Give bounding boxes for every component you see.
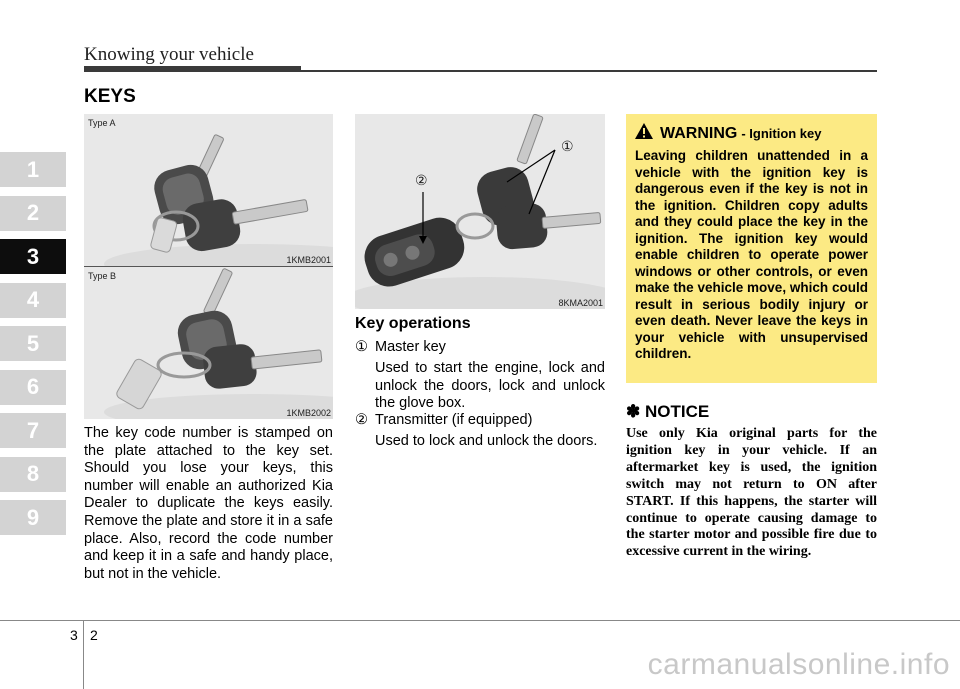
list-label: Master key [375,339,446,355]
warning-subtitle: - Ignition key [741,126,822,141]
chapter-tab-9[interactable]: 9 [0,500,66,535]
key-operations-title: Key operations [355,315,471,332]
chapter-tab-1[interactable]: 1 [0,152,66,187]
list-number: ① [355,339,368,355]
list-item [355,412,605,430]
type-b-figure-code: 1KMB2002 [286,408,331,418]
list-number: ② [355,412,368,428]
header-title: Knowing your vehicle [84,44,254,65]
warning-title: WARNING [660,124,738,142]
page-number: 2 [90,627,98,643]
header-rule [301,70,877,72]
header-bar [84,66,301,72]
key-set-figure [355,114,605,309]
chapter-tab-8[interactable]: 8 [0,457,66,492]
warning-triangle-icon [634,122,654,145]
list-description: Used to lock and unlock the doors. [375,433,598,449]
page-section-number: 3 [70,627,78,643]
callout-1: ① [561,138,574,154]
list-label: Transmitter (if equipped) [375,412,533,428]
type-b-label: Type B [88,271,117,281]
key-set-figure-code: 8KMA2001 [558,298,603,308]
type-a-key-figure [84,114,333,266]
key-code-paragraph: The key code number is stamped on the plate attached to the key set. Should you lose your keys, this number will enable an authorized Kia Dealer to duplicate the keys easily. Remove the plate and store it in a safe place. Also, record the code number and keep it in a safe and handy place, but not in the vehicle. [84,425,333,582]
type-b-key-figure [84,267,333,419]
chapter-tab-6[interactable]: 6 [0,370,66,405]
list-description: Used to start the engine, lock and unlock the doors, lock and unlock the glove box. [375,360,605,412]
notice-text: Use only Kia original parts for the ignition key in your vehicle. If an aftermarket key is used, the ignition switch may not return to ON after START. If this happens, the starter will continue to operate causing damage to the starter motor and possible fire due to excessive current in the wiring. [626,426,877,560]
chapter-tab-4[interactable]: 4 [0,283,66,318]
chapter-tab-5[interactable]: 5 [0,326,66,361]
chapter-tab-2[interactable]: 2 [0,196,66,231]
warning-heading [634,122,822,145]
chapter-tab-3[interactable]: 3 [0,239,66,274]
list-item [355,339,605,357]
footer-divider [83,620,84,689]
notice-title: ✽ NOTICE [626,402,710,421]
footer-rule [0,620,960,621]
type-a-figure-code: 1KMB2001 [286,255,331,265]
type-a-label: Type A [88,118,116,128]
watermark: carmanualsonline.info [647,648,950,681]
type-a-key-illustration [84,114,333,266]
chapter-tab-7[interactable]: 7 [0,413,66,448]
section-title: KEYS [84,86,136,107]
chapter-tabs [0,152,66,544]
warning-box [626,114,877,383]
callout-2: ② [415,172,428,188]
warning-text: Leaving children unattended in a vehicle with the ignition key is dangerous even if the key is not in the ignition. Children copy adults and they could place the key in the ignition. The ignition key would enable children to operate power windows or other controls, or even make the vehicle move, which could result in serious bodily injury or even death. Never leave the keys in your vehicle with unsupervised children. [635,148,868,361]
type-b-key-illustration [84,267,333,419]
